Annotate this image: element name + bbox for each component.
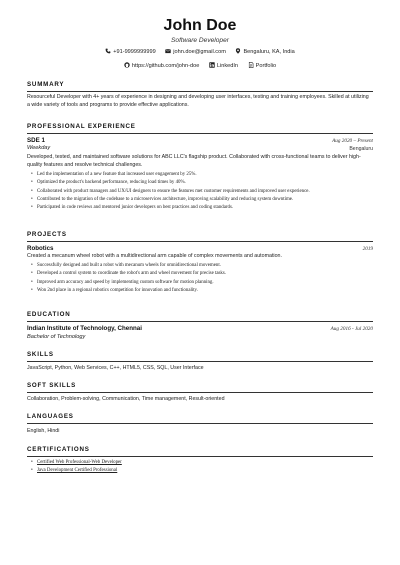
soft-skills-heading: SOFT SKILLS bbox=[27, 382, 77, 389]
education-degree: Bachelor of Technology bbox=[27, 334, 86, 340]
experience-location: Bengaluru bbox=[349, 146, 373, 152]
contact-email[interactable] bbox=[165, 48, 226, 55]
portfolio-text: Portfolio bbox=[255, 63, 277, 69]
section-divider bbox=[27, 321, 373, 322]
summary-heading: SUMMARY bbox=[27, 81, 65, 88]
envelope-icon bbox=[165, 48, 171, 54]
list-item: • Contributed to the migration of the codebase to a microservices architecture, improving scalability and reducing system downtime. bbox=[31, 196, 373, 204]
list-item[interactable] bbox=[31, 459, 373, 467]
github-icon bbox=[124, 62, 130, 68]
certifications-heading: CERTIFICATIONS bbox=[27, 446, 90, 453]
list-item: • Optimized the product's backend performance, reducing load times by 40%. bbox=[31, 179, 373, 187]
experience-company: Weekday bbox=[27, 145, 51, 151]
skills-heading: SKILLS bbox=[27, 351, 54, 358]
section-divider bbox=[27, 133, 373, 134]
project-name: Robotics bbox=[27, 245, 54, 252]
linkedin-link[interactable] bbox=[209, 62, 238, 69]
list-item: • Participated in code reviews and mentored junior developers on best practices and coding standards. bbox=[31, 204, 373, 212]
linkedin-icon bbox=[209, 62, 215, 68]
list-item: • Developed a control system to coordinate the robot's arm and wheel movement for precise tasks. bbox=[31, 270, 373, 278]
experience-dates: Aug 2020 – Present bbox=[332, 138, 373, 144]
section-divider bbox=[27, 456, 373, 457]
contact-row-links bbox=[27, 62, 373, 69]
github-link[interactable] bbox=[124, 62, 199, 69]
candidate-role: Software Developer bbox=[171, 37, 229, 44]
section-divider bbox=[27, 423, 373, 424]
phone-icon bbox=[105, 48, 111, 54]
project-bullets bbox=[31, 262, 373, 295]
candidate-name: John Doe bbox=[163, 17, 237, 34]
list-item: • Led the implementation of a new feature that increased user engagement by 25%. bbox=[31, 171, 373, 179]
skills-text: JavaScript, Python, Web Services, C++, HTML5, CSS, SQL, User Interface bbox=[27, 365, 204, 371]
section-divider bbox=[27, 241, 373, 242]
contact-phone[interactable] bbox=[105, 48, 155, 55]
section-divider bbox=[27, 361, 373, 362]
experience-bullets bbox=[31, 171, 373, 212]
experience-heading: PROFESSIONAL EXPERIENCE bbox=[27, 123, 136, 130]
contact-row-primary bbox=[27, 48, 373, 55]
linkedin-text: LinkedIn bbox=[216, 63, 239, 69]
list-item: • Collaborated with product managers and UX/UI designers to ensure the features met customer requirements and improved user experience. bbox=[31, 188, 373, 196]
education-dates: Aug 2016 - Jul 2020 bbox=[330, 326, 373, 332]
portfolio-link[interactable] bbox=[248, 62, 277, 69]
document-icon bbox=[248, 62, 254, 68]
languages-text: English, Hindi bbox=[27, 428, 60, 434]
experience-role: SDE 1 bbox=[27, 137, 45, 144]
list-item: • Won 2nd place in a regional robotics competition for innovation and functionality. bbox=[31, 287, 373, 295]
certifications-list bbox=[31, 459, 373, 476]
languages-heading: LANGUAGES bbox=[27, 413, 74, 420]
section-divider bbox=[27, 392, 373, 393]
list-item[interactable] bbox=[31, 467, 373, 475]
project-description: Created a mecanum wheel robot with a multidirectional arm capable of complex movements and automation. bbox=[27, 253, 282, 259]
map-pin-icon bbox=[235, 48, 241, 54]
list-item: • Successfully designed and built a robot with mecanum wheels for omnidirectional movement. bbox=[31, 262, 373, 270]
projects-heading: PROJECTS bbox=[27, 231, 67, 238]
section-divider bbox=[27, 91, 373, 92]
experience-description: Developed, tested, and maintained software solutions for ABC LLC's flagship product. Collaborated with cross-functional teams to deliver high-quality features and resolve technical challenges. bbox=[27, 154, 361, 168]
summary-text: Resourceful Developer with 4+ years of experience in designing and developing user interfaces, testing and training employees. Skilled at utilizing a wide variety of tools and programs to provide effective applications. bbox=[27, 94, 369, 108]
email-text: john.doe@gmail.com bbox=[173, 49, 226, 55]
contact-location bbox=[235, 48, 294, 55]
certification-link[interactable]: Certified Web Professional-Web Developer bbox=[37, 460, 122, 465]
certification-link[interactable]: Java Development Certified Professional bbox=[37, 468, 118, 474]
education-heading: EDUCATION bbox=[27, 311, 71, 318]
list-item: • Improved arm accuracy and speed by implementing custom software for motion planning. bbox=[31, 279, 373, 287]
soft-skills-text: Collaboration, Problem-solving, Communication, Time management, Result-oriented bbox=[27, 396, 225, 402]
location-text: Bengaluru, KA, India bbox=[243, 49, 295, 55]
education-school: Indian Institute of Technology, Chennai bbox=[27, 325, 142, 332]
phone-text: +91-9999999999 bbox=[113, 49, 156, 55]
project-year: 2019 bbox=[362, 246, 373, 252]
github-text: https://github.com/john-doe bbox=[131, 63, 200, 69]
